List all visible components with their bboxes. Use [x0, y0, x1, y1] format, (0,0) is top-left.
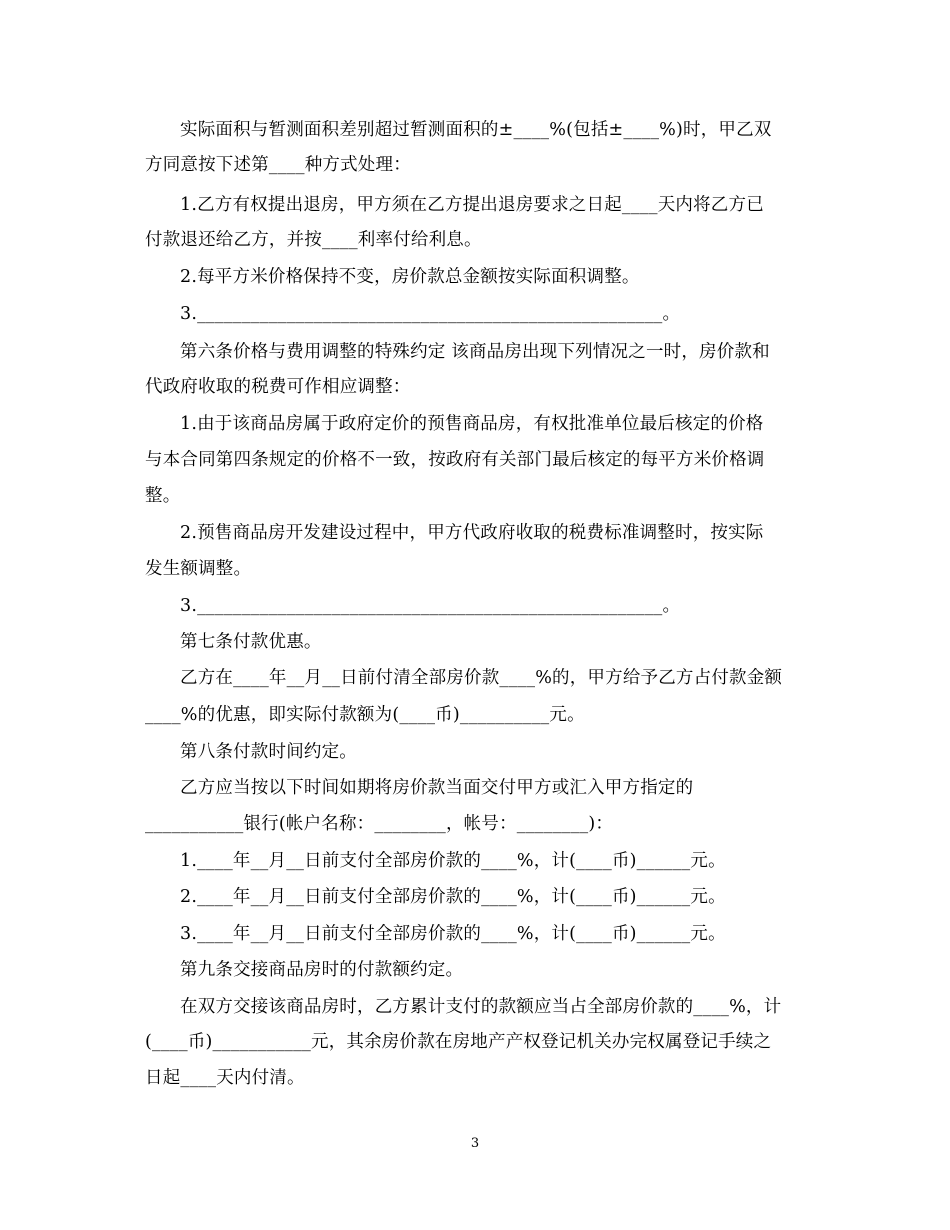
paragraph-line: 3.____________________________________________________。 — [180, 596, 681, 616]
paragraph-line: 2.预售商品房开发建设过程中，甲方代政府收取的税费标准调整时，按实际 — [180, 523, 764, 543]
paragraph-line: 3.____________________________________________________。 — [180, 304, 681, 324]
paragraph-line: 1.由于该商品房属于政府定价的预售商品房，有权批准单位最后核定的价格 — [180, 414, 764, 434]
paragraph-line: 1.乙方有权提出退房，甲方须在乙方提出退房要求之日起____天内将乙方已 — [180, 195, 764, 215]
paragraph-line: 乙方在____年__月__日前付清全部房价款____%的，甲方给予乙方占付款金额 — [180, 668, 783, 688]
paragraph-line: 付款退还给乙方，并按____利率付给利息。 — [145, 230, 482, 250]
paragraph-line: (____币)___________元，其余房价款在房地产产权登记机关办完权属登记手续之 — [145, 1032, 772, 1052]
paragraph-line: 3.____年__月__日前支付全部房价款的____%，计(____币)______元。 — [180, 924, 726, 944]
paragraph-line: ____%的优惠，即实际付款额为(____币)__________元。 — [145, 705, 585, 725]
paragraph-line: 第八条付款时间约定。 — [180, 742, 357, 762]
paragraph-line: 整。 — [145, 486, 181, 506]
paragraph-line: 实际面积与暂测面积差别超过暂测面积的±____%(包括±____%)时，甲乙双 — [180, 120, 772, 140]
paragraph-line: ___________银行(帐户名称：________，帐号：________)： — [145, 814, 614, 834]
paragraph-line: 发生额调整。 — [145, 559, 252, 579]
paragraph-line: 2.每平方米价格保持不变，房价款总金额按实际面积调整。 — [180, 267, 640, 287]
paragraph-line: 日起____天内付清。 — [145, 1068, 305, 1088]
paragraph-line: 第七条付款优惠。 — [180, 632, 322, 652]
paragraph-line: 第九条交接商品房时的付款额约定。 — [180, 960, 464, 980]
paragraph-line: 第六条价格与费用调整的特殊约定 该商品房出现下列情况之一时，房价款和 — [180, 342, 770, 362]
paragraph-line: 代政府收取的税费可作相应调整： — [145, 377, 411, 397]
paragraph-line: 与本合同第四条规定的价格不一致，按政府有关部门最后核定的每平方米价格调 — [145, 450, 765, 470]
paragraph-line: 1.____年__月__日前支付全部房价款的____%，计(____币)______元。 — [180, 851, 726, 871]
paragraph-line: 在双方交接该商品房时，乙方累计支付的款额应当占全部房价款的____%，计 — [180, 997, 782, 1017]
page-number: 3 — [470, 1136, 480, 1151]
paragraph-line: 乙方应当按以下时间如期将房价款当面交付甲方或汇入甲方指定的 — [180, 778, 694, 798]
paragraph-line: 方同意按下述第____种方式处理： — [145, 155, 411, 175]
paragraph-line: 2.____年__月__日前支付全部房价款的____%，计(____币)______元。 — [180, 887, 726, 907]
